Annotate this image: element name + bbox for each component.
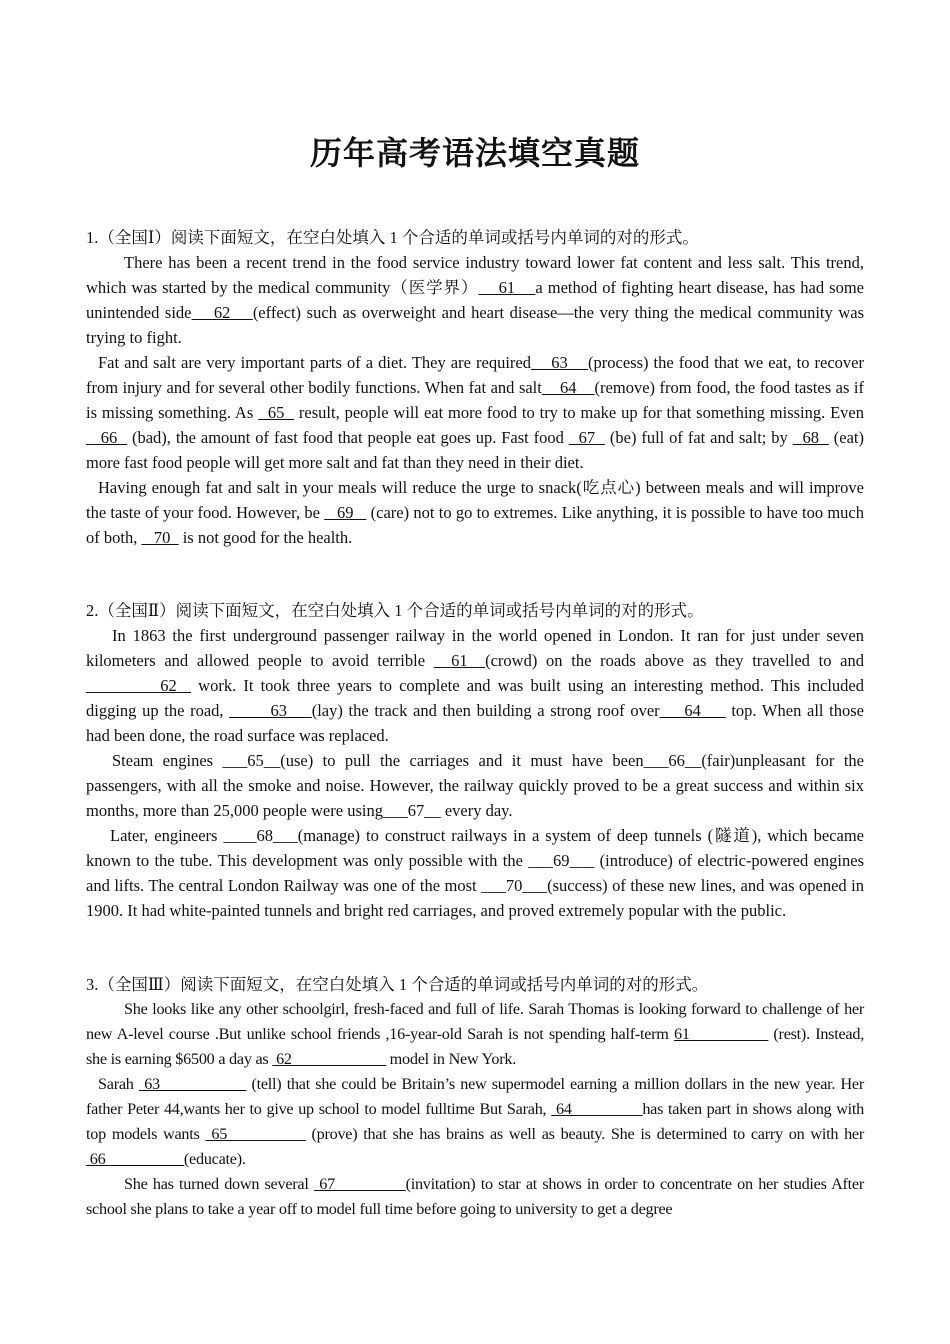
blank-68[interactable]: 68 bbox=[792, 428, 829, 447]
text: a method of fighting heart disease, has had some unintended side bbox=[86, 278, 864, 322]
page-title: 历年高考语法填空真题 bbox=[309, 134, 640, 172]
section-1-paragraph-3 bbox=[86, 475, 864, 550]
blank-62[interactable]: 62 bbox=[191, 303, 253, 322]
text: (invitation) to star at shows in order to concentrate on her studies After school she plans to take a year off to model full time before going to university to get a degree bbox=[86, 1175, 865, 1218]
text: (lay) the track and then building a strong roof over bbox=[311, 701, 660, 720]
section-3-paragraph-1 bbox=[86, 997, 864, 1072]
text: (bad), the amount of fast food that people eat goes up. Fast food bbox=[127, 428, 569, 447]
section-2-question: 2.（全国Ⅱ）阅读下面短文，在空白处填入 1 个合适的单词或括号内单词的对的形式。 bbox=[86, 601, 704, 620]
section-2-paragraph-1 bbox=[86, 623, 864, 748]
text: result, people will eat more food to try to make up for that something missing. Even bbox=[294, 403, 865, 422]
text: (educate). bbox=[183, 1150, 246, 1168]
section-2-paragraph-2: Steam engines ___65__(use) to pull the carriages and it must have been___66__(fair)unpleasant for the passengers, with all the smoke and noise. However, the railway quickly proved to be a great success and within six months, more than 25,000 people were using___67__ every day. bbox=[86, 751, 864, 820]
blank-61[interactable]: 61 bbox=[433, 651, 486, 670]
text: Having enough fat and salt in your meals will reduce the urge to snack(吃点心) between meals and will improve the taste of your food. However, be bbox=[86, 478, 864, 522]
blank-63[interactable]: 63 bbox=[530, 353, 589, 372]
section-1-paragraph-1 bbox=[86, 250, 864, 350]
blank-63[interactable]: 63___________ bbox=[138, 1075, 247, 1093]
text: (effect) such as overweight and heart disease—the very thing the medical community was trying to fight. bbox=[86, 303, 865, 347]
text: In 1863 the first underground passenger railway in the world opened in London. It ran for just under seven kilometers and allowed people to avoid terrible bbox=[86, 626, 864, 670]
text: top. When all those had been done, the road surface was replaced. bbox=[86, 701, 864, 745]
text: Fat and salt are very important parts of a diet. They are required bbox=[98, 353, 531, 372]
text: (rest). Instead, she is earning $6500 a day as bbox=[86, 1025, 864, 1068]
text: (be) full of fat and salt; by bbox=[604, 428, 793, 447]
text: Sarah bbox=[98, 1075, 139, 1093]
text: (prove) that she has brains as well as beauty. She is determined to carry on with her bbox=[305, 1125, 865, 1143]
text: (process) the food that we eat, to recover from injury and for several other bodily functions. When fat and salt bbox=[86, 353, 864, 397]
text: (crowd) on the roads above as they travelled to and bbox=[485, 651, 864, 670]
blank-65[interactable]: 65 bbox=[258, 403, 295, 422]
text: (remove) from food, the food tastes as if is missing something. As bbox=[86, 378, 864, 422]
blank-67[interactable]: 67_________ bbox=[313, 1175, 406, 1193]
text: model in New York. bbox=[385, 1050, 517, 1068]
blank-61[interactable]: 61 bbox=[478, 278, 536, 297]
section-3-paragraph-2 bbox=[86, 1072, 864, 1172]
blank-64[interactable]: 64 bbox=[541, 378, 595, 397]
section-1-question: 1.（全国Ⅰ）阅读下面短文，在空白处填入 1 个合适的单词或括号内单词的对的形式。 bbox=[86, 228, 699, 247]
text: She has turned down several bbox=[124, 1175, 314, 1193]
blank-63[interactable]: _____63___ bbox=[229, 701, 312, 720]
section-3 bbox=[86, 972, 864, 1222]
blank-65[interactable]: 65__________ bbox=[205, 1125, 306, 1143]
blank-69[interactable]: 69 bbox=[324, 503, 367, 522]
section-2-paragraph-3: Later, engineers ____68___(manage) to construct railways in a system of deep tunnels (隧道), which became known to the tube. This development was only possible with the ___69___ (introduce) of electric-powered engines and lifts. The central London Railway was one of the most ___70___(success) of these new lines, and was opened in 1900. It had white-painted tunnels and bright red carriages, and proved extremely popular with the public. bbox=[86, 826, 864, 920]
text: There has been a recent trend in the food service industry toward lower fat content and less salt. This trend, which was started by the medical community（医学界） bbox=[86, 253, 864, 297]
section-2 bbox=[86, 598, 864, 923]
text: is not good for the health. bbox=[178, 528, 353, 547]
text: She looks like any other schoolgirl, fresh-faced and full of life. Sarah Thomas is looking forward to challenge of her new A-level course .But unlike school friends ,16-year-old Sarah is not spending half-term bbox=[86, 1000, 864, 1043]
section-1 bbox=[86, 225, 864, 550]
text: (eat) more fast food people will get more salt and fat than they need in their diet. bbox=[86, 428, 865, 472]
text: (care) not to go to extremes. Like anything, it is possible to have too much of both, bbox=[86, 503, 864, 547]
blank-66[interactable]: 66 bbox=[86, 428, 128, 447]
blank-61[interactable]: 61__________ bbox=[673, 1025, 769, 1043]
blank-66[interactable]: 66__________ bbox=[86, 1150, 184, 1168]
section-1-paragraph-2 bbox=[86, 350, 864, 475]
text: (tell) that she could be Britain’s new supermodel earning a million dollars in the new year. Her father Peter 44,wants her to give up school to model fulltime But Sarah, bbox=[86, 1075, 865, 1118]
blank-64[interactable]: ___64___ bbox=[659, 701, 726, 720]
blank-70[interactable]: 70 bbox=[141, 528, 179, 547]
text: work. It took three years to complete and was built using an interesting method. This included digging up the road, bbox=[86, 676, 864, 720]
section-3-question: 3.（全国Ⅲ）阅读下面短文，在空白处填入 1 个合适的单词或括号内单词的对的形式。 bbox=[86, 975, 709, 994]
blank-62[interactable]: _________62 bbox=[86, 676, 192, 695]
blank-62[interactable]: 62____________ bbox=[272, 1050, 386, 1068]
text: has taken part in shows along with top models wants bbox=[86, 1100, 865, 1143]
section-3-paragraph-3 bbox=[86, 1172, 864, 1222]
blank-67[interactable]: 67 bbox=[568, 428, 605, 447]
blank-64[interactable]: 64_________ bbox=[551, 1100, 643, 1118]
